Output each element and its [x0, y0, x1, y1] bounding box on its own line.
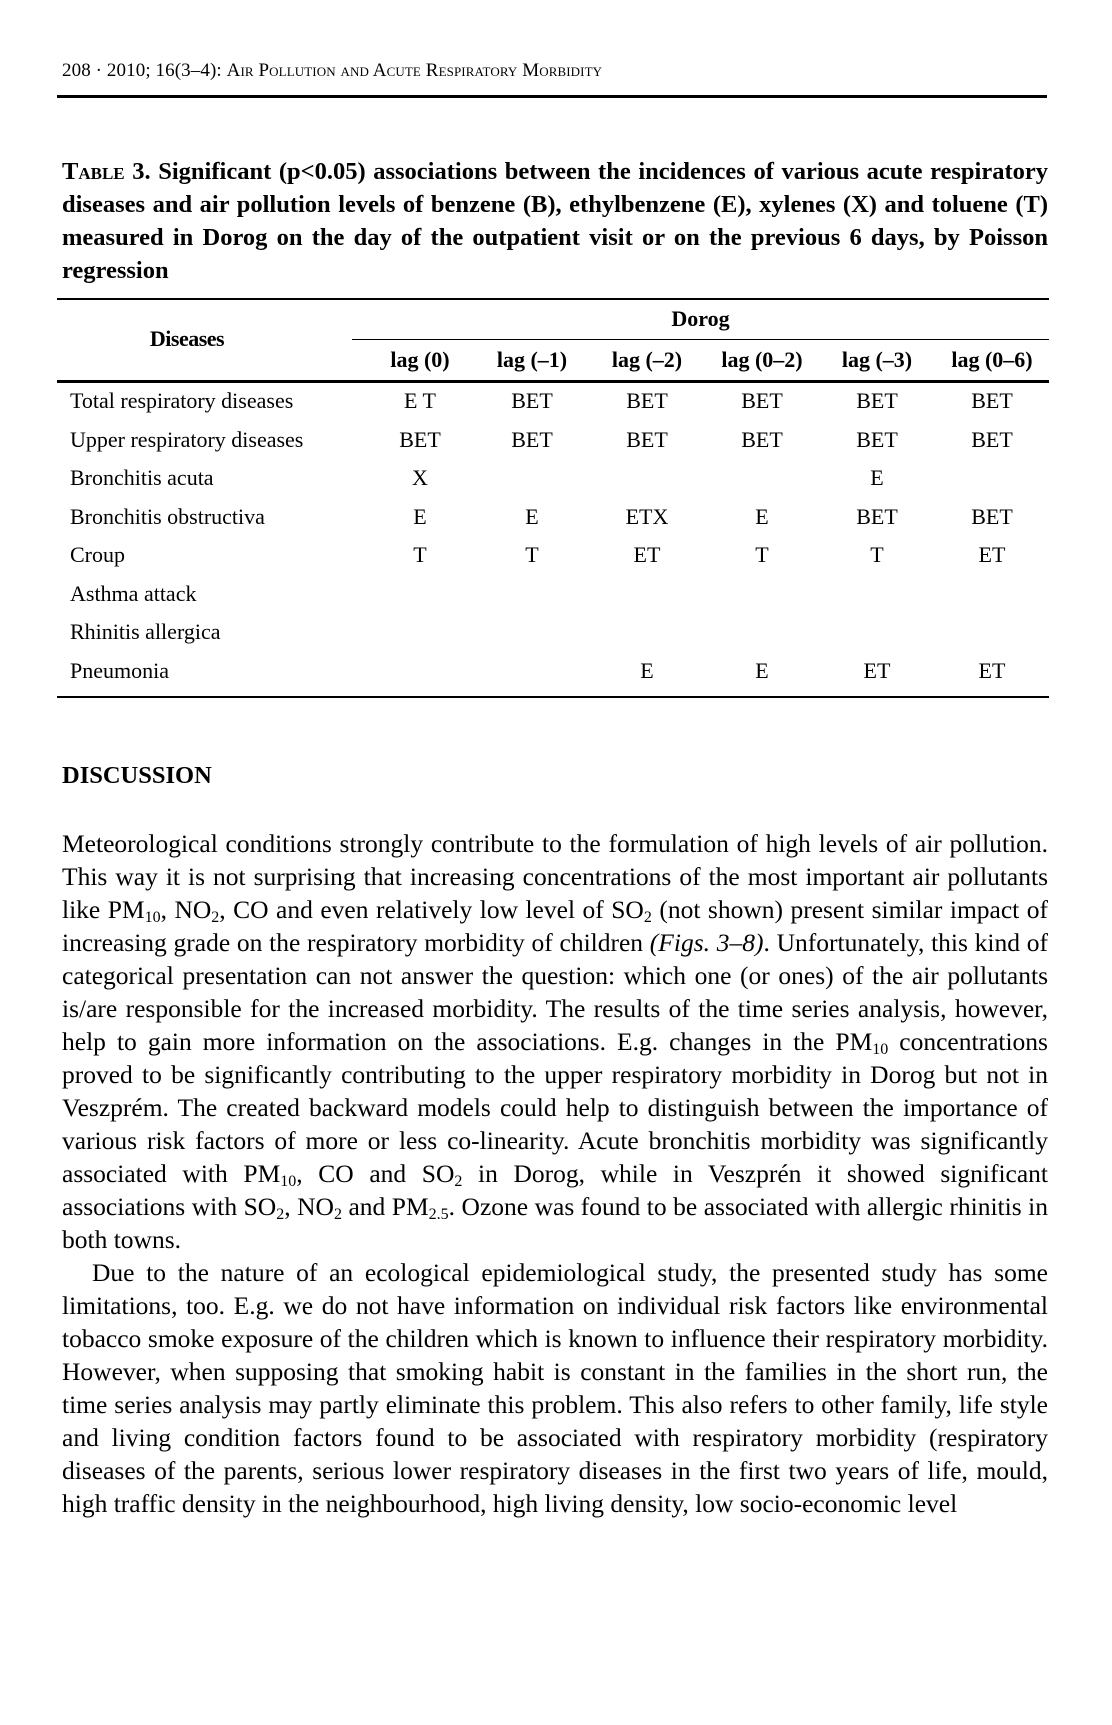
column-header-lag: lag (0–2): [721, 347, 803, 372]
table-cell: ET: [978, 657, 1006, 683]
subscript: 2: [333, 1206, 342, 1223]
subscript: 2: [276, 1206, 285, 1223]
disease-name: Rhinitis allergica: [70, 619, 221, 644]
table-cell: ET: [633, 542, 661, 567]
subscript: 2: [454, 1173, 463, 1190]
text-run: , NO: [284, 1192, 334, 1221]
text-run: concentrations proved to be significantly contributing to the upper respiratory morbidity in Dorog but not in Veszprém. The created backward models could help to distinguish between the importance of various risk factors of more or less co-linearity. Acute bronchitis morbidity was significantly associated with PM: [62, 1027, 1048, 1188]
table-cell: E: [413, 503, 427, 529]
text-run: . Unfortunately, this kind of categorical presentation can not answer the question: which one (or ones) of the air pollutants is/are responsible for the increased morbidity. The results of the time series analysis, however, help to gain more information on the associations. E.g. changes in the PM: [62, 928, 1048, 1056]
disease-name: Croup: [70, 542, 125, 567]
table-cell: E T: [404, 388, 436, 413]
table-cell: BET: [511, 388, 553, 413]
table-cell: BET: [626, 426, 668, 452]
table-header-rule: [57, 380, 1049, 383]
table-cell: ET: [978, 542, 1006, 567]
table-cell: X: [412, 465, 428, 490]
column-group-header-dorog: Dorog: [671, 306, 730, 331]
table-cell: ET: [863, 657, 891, 683]
running-header-title: Air Pollution and Acute Respiratory Morbidity: [226, 60, 603, 81]
discussion-body: [62, 827, 1048, 1520]
table-cell: BET: [856, 426, 898, 452]
text-run: , NO: [160, 895, 212, 924]
running-header: [62, 60, 1048, 82]
table-cell: BET: [741, 388, 783, 413]
column-header-diseases: Diseases: [149, 326, 225, 351]
disease-name: Upper respiratory diseases: [70, 426, 304, 452]
table-cell: T: [870, 542, 884, 567]
subscript: 10: [280, 1173, 297, 1190]
text-run: , CO and SO: [296, 1159, 455, 1188]
table-bottom-rule: [57, 696, 1049, 698]
table-cell: BET: [971, 503, 1013, 529]
table-cell: BET: [626, 388, 668, 413]
table-cell: BET: [399, 426, 441, 452]
discussion-paragraph-1: [62, 827, 1048, 1256]
table-cell: E: [640, 657, 654, 683]
column-header-lag: lag (–3): [841, 347, 913, 372]
table-top-rule: [57, 298, 1049, 300]
figure-reference: (Figs. 3–8): [649, 928, 764, 957]
text-run: and PM: [341, 1192, 429, 1221]
table-cell: BET: [971, 388, 1013, 413]
disease-name: Bronchitis acuta: [70, 465, 214, 490]
column-header-lag: lag (0): [390, 347, 450, 372]
table-label: Table 3.: [62, 158, 151, 185]
column-header-lag: lag (0–6): [951, 347, 1033, 372]
table-cell: E: [525, 503, 539, 529]
subscript: 2: [211, 909, 220, 926]
subscript: 2: [643, 909, 652, 926]
text-run: Meteorological conditions strongly contribute to the formulation of high levels of air pollution. This way it is not surprising that increasing concentrations of the most important air pollutants like PM: [62, 829, 1048, 924]
table-cell: BET: [971, 426, 1013, 452]
table-cell: T: [755, 542, 769, 567]
table-cell: BET: [741, 426, 783, 452]
text-run: , CO and even relatively low level of SO: [219, 895, 644, 924]
text-run: . Ozone was found to be associated with allergic rhinitis in both towns.: [62, 1192, 1048, 1254]
header-rule: [57, 95, 1047, 98]
table-caption: [62, 155, 1048, 287]
table-cell: BET: [511, 426, 553, 452]
group-header-rule: [352, 339, 1049, 340]
disease-name: Pneumonia: [70, 657, 169, 683]
disease-name: Total respiratory diseases: [70, 388, 294, 413]
table-cell: E: [870, 465, 884, 490]
subscript: 2.5: [428, 1206, 449, 1223]
column-header-lag: lag (–1): [496, 347, 568, 372]
table-cell: E: [755, 503, 769, 529]
disease-name: Bronchitis obstructiva: [70, 503, 265, 529]
text-run: (not shown) present similar impact of increasing grade on the respiratory morbidity of children: [62, 895, 1048, 957]
table-cell: T: [525, 542, 539, 567]
table-caption-text: Significant (p<0.05) associations between the incidences of various acute respiratory diseases and air pollution levels of benzene (B), ethylbenzene (E), xylenes (X) and toluene (T) measured in Dorog on the day of the outpatient visit or on the previous 6 days, by Poisson regression: [62, 158, 1048, 284]
table-cell: BET: [856, 503, 898, 529]
subscript: 10: [144, 909, 161, 926]
discussion-paragraph-2: Due to the nature of an ecological epidemiological study, the presented study has some limitations, too. E.g. we do not have information on individual risk factors like environmental tobacco smoke exposure of the children which is known to influence their respiratory morbidity. However, when supposing that smoking habit is constant in the families in the short run, the time series analysis may partly eliminate this problem. This also refers to other family, life style and living condition factors found to be associated with respiratory morbidity (respiratory diseases of the parents, serious lower respiratory diseases in the first two years of life, mould, high traffic density in the neighbourhood, high living density, low socio-economic level: [62, 1258, 1048, 1518]
column-header-lag: lag (–2): [611, 347, 683, 372]
disease-name: Asthma attack: [70, 580, 197, 606]
text-run: in Dorog, while in Veszprén it showed significant associations with SO: [62, 1159, 1049, 1221]
section-heading-discussion: DISCUSSION: [62, 762, 212, 789]
table-cell: E: [755, 657, 769, 683]
running-header-citation: 208 · 2010; 16(3–4):: [62, 60, 227, 81]
subscript: 10: [872, 1041, 889, 1058]
table-cell: BET: [856, 388, 898, 413]
table-cell: T: [413, 542, 427, 567]
table-cell: ETX: [625, 503, 669, 529]
